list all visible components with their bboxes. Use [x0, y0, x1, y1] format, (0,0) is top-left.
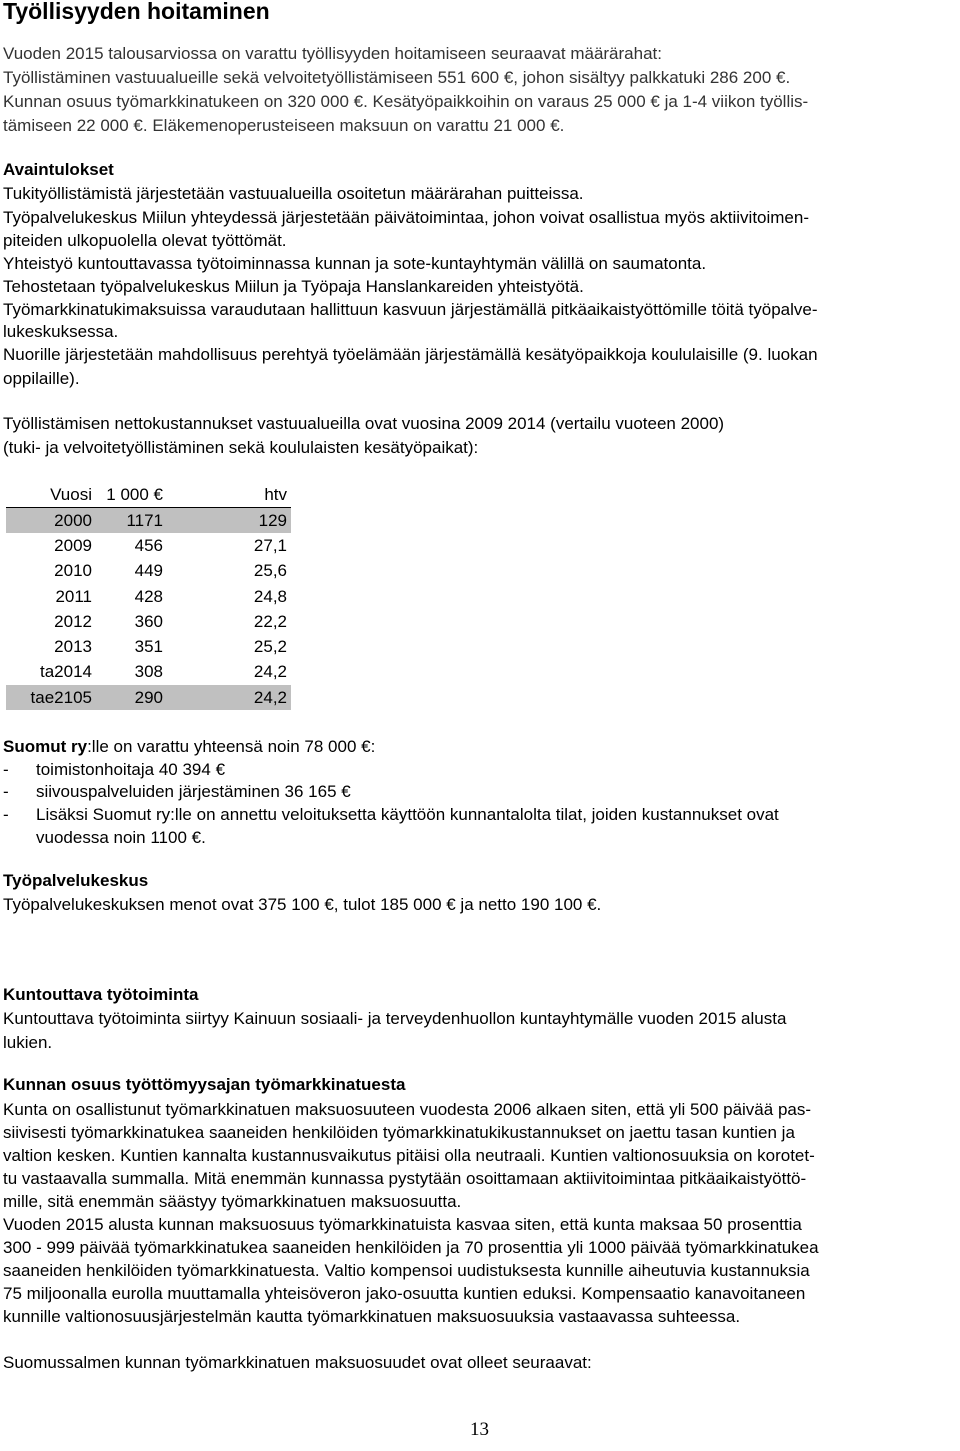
list-item-text: siivouspalveluiden järjestäminen 36 165 € [36, 782, 351, 801]
page-number: 13 [470, 1419, 489, 1440]
cell-amount: 351 [134, 637, 163, 657]
cell-htv: 27,1 [253, 535, 287, 555]
cell-htv: 24,2 [163, 685, 291, 710]
cell-htv: 24,2 [253, 662, 287, 682]
cost-table [6, 482, 291, 710]
table-row [6, 584, 291, 609]
header-vuosi: Vuosi [50, 484, 92, 504]
kunnan-osuus-line: valtion kesken. Kuntien kannalta kustannusvaikutus pitäisi olla neutraali. Kuntien valtionosuuksia on korotet- [3, 1146, 815, 1165]
kunnan-osuus-line: mille, sitä enemmän säästyy työmarkkinatuen maksuosuutta. [3, 1192, 462, 1211]
list-item [3, 803, 779, 826]
table-row [6, 609, 291, 634]
avaintulokset-line: Nuorille järjestetään mahdollisuus perehtyä työelämään järjestämällä kesätyöpaikkoja koululaisille (9. luokan [3, 345, 818, 364]
avaintulokset-line: Tukityöllistämistä järjestetään vastuualueilla osoitetun määrärahan puitteissa. [3, 184, 584, 203]
kunnan-osuus-line: 75 miljoonalla eurolla muuttamalla yhteisöveron jako-osuutta kuntien eduksi. Kompensaatio kanavoitaneen [3, 1284, 806, 1303]
kunnan-osuus-line: Vuoden 2015 alusta kunnan maksuosuus työmarkkinatuista kasvaa siten, että kunta maksaa 50 prosenttia [3, 1215, 802, 1234]
intro-line-3: Kunnan osuus työmarkkinatukeen on 320 000 €. Kesätyöpaikkoihin on varaus 25 000 € ja 1-4 viikon työllis- [3, 92, 809, 111]
cell-year: 2000 [6, 508, 92, 534]
intro-line-2: Työllistäminen vastuualueille sekä velvoitetyöllistämiseen 551 600 €, johon sisältyy palkkatuki 286 200 €. [3, 68, 791, 87]
cell-amount: 290 [92, 685, 163, 710]
list-item-text: toimistonhoitaja 40 394 € [36, 760, 226, 779]
intro-line-4: tämiseen 22 000 €. Eläkemenoperusteiseen maksuun on varattu 21 000 €. [3, 116, 565, 135]
table-row [6, 634, 291, 659]
cell-htv: 129 [163, 508, 291, 534]
table-row [6, 508, 291, 534]
suomut-intro-rest: :lle on varattu yhteensä noin 78 000 €: [87, 737, 376, 756]
cell-amount: 456 [134, 535, 163, 555]
table-row [6, 685, 291, 710]
kuntouttava-line-1: Kuntouttava työtoiminta siirtyy Kainuun sosiaali- ja terveydenhuollon kuntayhtymälle vuoden 2015 alusta [3, 1009, 787, 1028]
cell-amount: 308 [134, 662, 163, 682]
suomut-name: Suomut ry [3, 737, 88, 756]
kunnan-osuus-line: saaneiden henkilöiden työmarkkinatuesta. Valtio kompensoi uudistuksesta kunnille aiheutuvia kustannuksia [3, 1261, 810, 1280]
kunnan-osuus-line: Kunta on osallistunut työmarkkinatuen maksuosuuteen vuodesta 2006 alkaen siten, että yli 500 päivää pas- [3, 1100, 812, 1119]
cell-year: 2010 [54, 561, 92, 581]
avaintulokset-line: Tehostetaan työpalvelukeskus Miilun ja Työpaja Hanslankareiden yhteistyötä. [3, 277, 584, 296]
list-item [3, 780, 351, 803]
avaintulokset-line: piteiden ulkopuolella olevat työttömät. [3, 231, 287, 250]
netto-line-1: Työllistämisen nettokustannukset vastuualueilla ovat vuosina 2009 2014 (vertailu vuoteen 2000) [3, 414, 725, 433]
kunnan-osuus-line: kunnille valtionosuusjärjestelmän kautta työmarkkinatuen maksuosuuksia vastaavassa suhteessa. [3, 1307, 741, 1326]
dash-bullet: - [3, 782, 9, 801]
header-htv: htv [264, 484, 287, 504]
table-header-row [6, 482, 291, 508]
cell-amount: 1171 [92, 508, 163, 534]
table-row [6, 660, 291, 685]
cell-year: 2013 [54, 637, 92, 657]
tyopalvelu-text: Työpalvelukeskuksen menot ovat 375 100 €, tulot 185 000 € ja netto 190 100 €. [3, 895, 602, 914]
dash-bullet: - [3, 805, 9, 824]
cell-year: 2011 [55, 586, 92, 606]
tyopalvelu-heading: Työpalvelukeskus [3, 871, 149, 890]
dash-bullet: - [3, 760, 9, 779]
cell-year: 2009 [54, 535, 92, 555]
avaintulokset-line: Työpalvelukeskus Miilun yhteydessä järjestetään päivätoimintaa, johon voivat osallistua myös aktiivitoimen- [3, 208, 810, 227]
table-row [6, 533, 291, 558]
header-amount: 1 000 € [106, 484, 163, 504]
cell-year: 2012 [54, 611, 92, 631]
table-row [6, 559, 291, 584]
cell-htv: 24,8 [253, 586, 287, 606]
avaintulokset-line: oppilaille). [3, 369, 80, 388]
cell-amount: 360 [134, 611, 163, 631]
cell-amount: 428 [134, 586, 163, 606]
page-title: Työllisyyden hoitaminen [3, 0, 270, 24]
netto-line-2: (tuki- ja velvoitetyöllistäminen sekä koululaisten kesätyöpaikat): [3, 438, 479, 457]
cell-amount: 449 [134, 561, 163, 581]
closing-line: Suomussalmen kunnan työmarkkinatuen maksuosuudet ovat olleet seuraavat: [3, 1353, 592, 1372]
cell-htv: 25,2 [253, 637, 287, 657]
list-item-text: Lisäksi Suomut ry:lle on annettu veloituksetta käyttöön kunnantalolta tilat, joiden kustannukset ovat [36, 805, 779, 824]
cell-year: tae2105 [6, 685, 92, 710]
kunnan-osuus-line: siivisesti työmarkkinatukea saaneiden henkilöiden työmarkkinatukikustannukset on jaettu tasan kuntien ja [3, 1123, 795, 1142]
kunnan-osuus-line: 300 - 999 päivää työmarkkinatukea saaneiden henkilöiden ja 70 prosenttia yli 1000 päivää työmarkkinatukea [3, 1238, 819, 1257]
list-item-continuation: vuodessa noin 1100 €. [36, 828, 206, 847]
list-item [3, 758, 225, 781]
kuntouttava-line-2: lukien. [3, 1033, 53, 1052]
cell-htv: 25,6 [253, 561, 287, 581]
avaintulokset-line: Yhteistyö kuntouttavassa työtoiminnassa kunnan ja sote-kuntayhtymän välillä on saumatonta. [3, 254, 707, 273]
cell-year: ta2014 [40, 662, 92, 682]
avaintulokset-line: lukeskuksessa. [3, 322, 119, 341]
kunnan-osuus-line: tu vastaavalla summalla. Mitä enemmän kunnassa pystytään osoittamaan aktiivitoimintaa pitkäaikaistyöttö- [3, 1169, 807, 1188]
cell-htv: 22,2 [253, 611, 287, 631]
suomut-intro [3, 735, 375, 758]
avaintulokset-heading: Avaintulokset [3, 160, 114, 179]
intro-line-1: Vuoden 2015 talousarviossa on varattu työllisyyden hoitamiseen seuraavat määrärahat: [3, 44, 662, 63]
kunnan-osuus-heading: Kunnan osuus työttömyysajan työmarkkinatuesta [3, 1075, 406, 1094]
kuntouttava-heading: Kuntouttava työtoiminta [3, 985, 199, 1004]
avaintulokset-line: Työmarkkinatukimaksuissa varaudutaan hallittuun kasvuun järjestämällä pitkäaikaistyöttömille töitä työpalve- [3, 300, 818, 319]
